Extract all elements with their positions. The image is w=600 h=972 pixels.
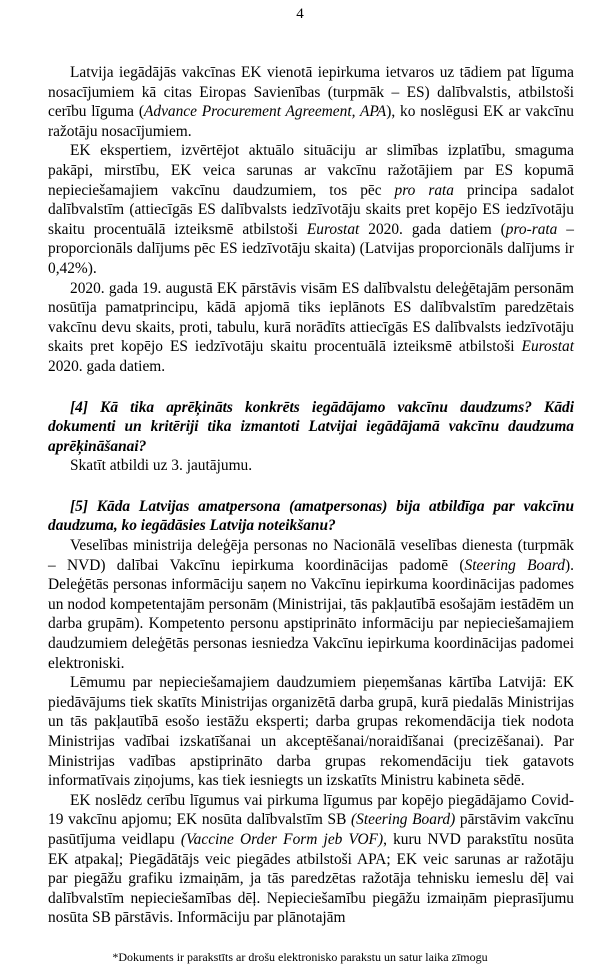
spacer <box>48 377 574 398</box>
document-body <box>48 63 574 928</box>
question-5: [5] Kāda Latvijas amatpersona (amatpersonas) bija atbildīga par vakcīnu daudzuma, ko iegādāsies Latvija noteikšanu? <box>48 497 574 535</box>
paragraph: Veselības ministrija deleģēja personas no Nacionālā veselības dienesta (turpmāk – NVD) dalībai Vakcīnu iepirkuma koordinācijas padomē (Steering Board). Deleģētās personas informāciju saņem no Vakcīnu iepirkuma koordinācijas padomes un nodod kompetentajām personām (Ministrijai, tās pakļautībā esošajām iestādēm un darba grupām). Kompetento personu apstiprināto informāciju par nepieciešamajiem daudzumiem deleģētās personas iesniedza Vakcīnu iepirkuma koordinācijas padomei elektroniski. <box>48 537 574 672</box>
signature-footnote: *Dokuments ir parakstīts ar drošu elektronisko parakstu un satur laika zīmogu <box>112 950 488 964</box>
question-4: [4] Kā tika aprēķināts konkrēts iegādājamo vakcīnu daudzums? Kādi dokumenti un kritēriji tika izmantoti Latvijai iegādājamā vakcīnu daudzuma aprēķināšanai? <box>48 398 574 455</box>
paragraph: EK ekspertiem, izvērtējot aktuālo situāciju ar slimības izplatību, smaguma pakāpi, mirstību, EK veica sarunas ar vakcīnu ražotājiem par ES kopumā nepieciešamajiem vakcīnu daudzumiem, tos pēc pro rata principa sadalot dalībvalstīm (attiecīgās ES dalībvalsts iedzīvotāju skaits pret kopējo ES iedzīvotāju skaitu procentuālā izteiksmē atbilstoši Eurostat 2020. gada datiem (pro-rata – proporcionāls dalījums pēc ES iedzīvotāju skaita) (Latvijas proporcionāls dalījums ir 0,42%). <box>48 142 574 277</box>
paragraph: EK noslēdz cerību līgumus vai pirkuma līgumus par kopējo piegādājamo Covid-19 vakcīnu apjomu; EK nosūta dalībvalstīm SB (Steering Board) pārstāvim vakcīnu pasūtījuma veidlapu (Vaccine Order Form jeb VOF), kuru NVD parakstītu nosūta EK atpakaļ; Piegādātājs veic piegādes atbilstoši APA; EK veic sarunas ar ražotāju par piegāžu grafiku izmaiņām, ja tās paredzētas ražotāja tehnisku iemeslu dēļ vai dalībvalstīm nepieciešamības dēļ. Nepieciešamību piegāžu izmaiņām pieprasījumu nosūta SB pārstāvis. Informāciju par plānotajām <box>48 791 575 927</box>
paragraph: Lēmumu par nepieciešamajiem daudzumiem pieņemšanas kārtība Latvijā: EK piedāvājums tiek skatīts Ministrijas organizētā darba grupā, kurā piedalās Ministrijas un tās pakļautībā esošo iestāžu eksperti; darba grupas rekomendācija tiek nodota Ministrijas vadībai izskatīšanai un akceptēšanai/noraidīšanai (precizēšanai). Par Ministrijas vadības apstiprināto darba grupas rekomendāciju tiek gatavots informatīvais ziņojums, kas tiek iesniegts un izskatīts Ministru kabineta sēdē. <box>48 674 574 790</box>
paragraph: Latvija iegādājās vakcīnas EK vienotā iepirkuma ietvaros uz tādiem pat līguma nosacījumiem kā citas Eiropas Savienības (turpmāk – ES) dalībvalstis, atbilstoši cerību līguma (Advance Procurement Agreement, APA), ko noslēgusi EK ar vakcīnu ražotāju nosacījumiem. <box>48 64 574 140</box>
page-number: 4 <box>296 6 304 22</box>
spacer <box>48 476 574 497</box>
paragraph: 2020. gada 19. augustā EK pārstāvis visām ES dalībvalstu deleģētajām personām nosūtīja pamatprincipu, kādā apjomā tiks ieplānots ES dalībvalstīm paredzētais vakcīnu devu skaits, proti, tabulu, kurā norādīts attiecīgās ES dalībvalsts iedzīvotāju skaits pret kopējo ES iedzīvotāju skaitu procentuālā izteiksmē atbilstoši Eurostat 2020. gada datiem. <box>48 279 574 375</box>
answer-4: Skatīt atbildi uz 3. jautājumu. <box>70 457 253 475</box>
